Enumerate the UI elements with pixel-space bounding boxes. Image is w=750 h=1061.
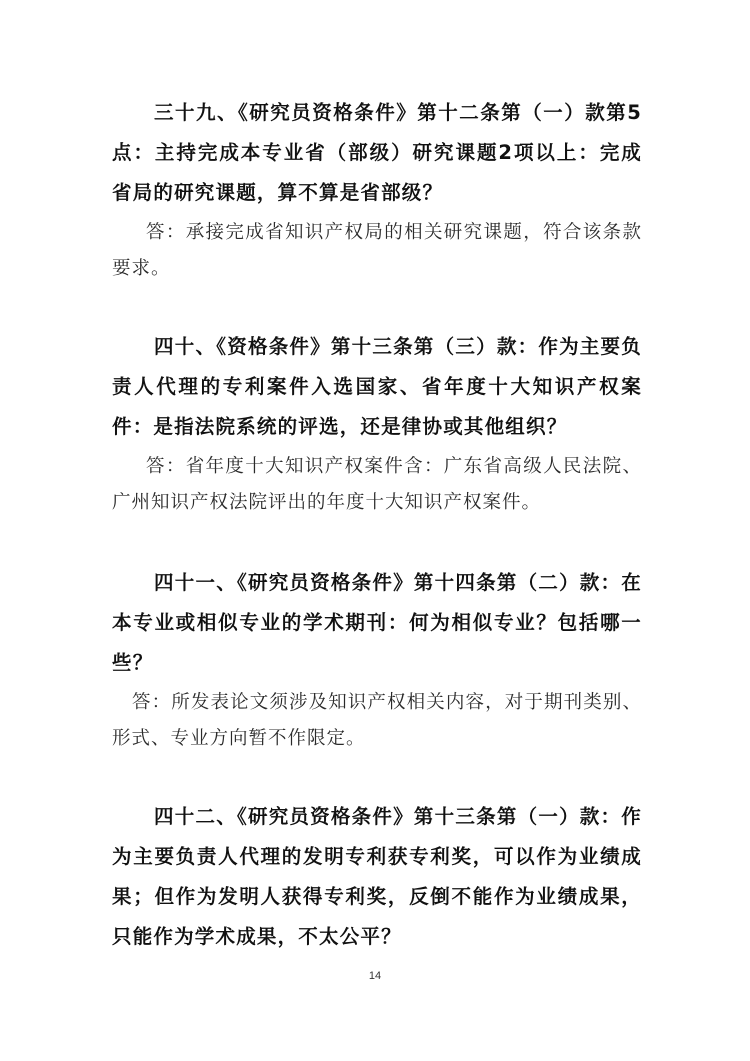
question-39: 三十九、《研究员资格条件》第十二条第（一）款第5点：主持完成本专业省（部级）研究课题2项以上：完成省局的研究课题，算不算是省部级？ xyxy=(112,101,642,204)
qa-item-42 xyxy=(112,797,642,957)
qa-item-40 xyxy=(112,327,642,521)
qa-item-41 xyxy=(112,563,642,757)
question-40: 四十、《资格条件》第十三条第（三）款：作为主要负责人代理的专利案件入选国家、省年度十大知识产权案件：是指法院系统的评选，还是律协或其他组织？ xyxy=(112,335,642,438)
answer-41: 答：所发表论文须涉及知识产权相关内容，对于期刊类别、形式、专业方向暂不作限定。 xyxy=(112,692,642,749)
answer-39: 答：承接完成省知识产权局的相关研究课题，符合该条款要求。 xyxy=(112,222,642,279)
question-42: 四十二、《研究员资格条件》第十三条第（一）款：作为主要负责人代理的发明专利获专利奖，可以作为业绩成果；但作为发明人获得专利奖，反倒不能作为业绩成果，只能作为学术成果，不太公平？ xyxy=(112,805,642,948)
page-number: 14 xyxy=(368,970,382,982)
qa-item-39 xyxy=(112,93,642,287)
question-41: 四十一、《研究员资格条件》第十四条第（二）款：在本专业或相似专业的学术期刊：何为相似专业？包括哪一些？ xyxy=(112,571,642,674)
answer-40: 答：省年度十大知识产权案件含：广东省高级人民法院、广州知识产权法院评出的年度十大知识产权案件。 xyxy=(112,456,642,513)
